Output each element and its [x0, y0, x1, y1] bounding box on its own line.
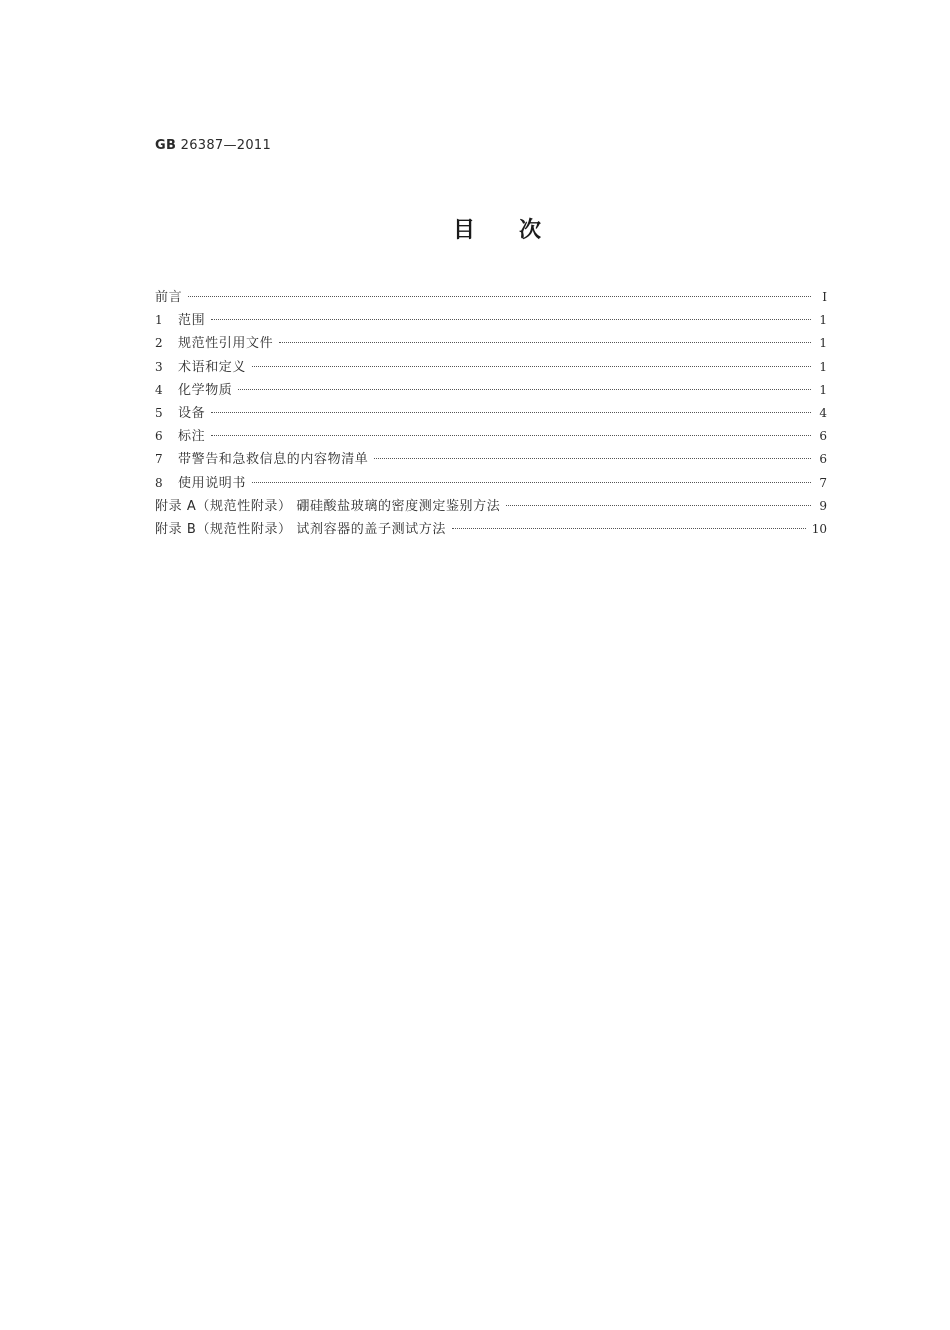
toc-entry-page: 1 — [819, 336, 827, 351]
toc-entry[interactable] — [155, 425, 827, 448]
toc-entry[interactable] — [155, 448, 827, 471]
toc-entry[interactable] — [155, 356, 827, 379]
toc-entry-page: 4 — [819, 405, 827, 420]
toc-entry[interactable] — [155, 332, 827, 355]
toc-dot-leader — [211, 319, 811, 320]
toc-dot-leader — [188, 296, 811, 297]
toc-entry-page: I — [822, 290, 827, 304]
toc-entry[interactable] — [155, 309, 827, 332]
toc-entry[interactable] — [155, 402, 827, 425]
toc-dot-leader — [211, 435, 811, 436]
toc-entry-label: 附录 B（规范性附录） 试剂容器的盖子测试方法 — [155, 521, 446, 537]
toc-entry-page: 6 — [819, 429, 827, 444]
toc-entry[interactable] — [155, 379, 827, 402]
toc-entry-page: 1 — [819, 313, 827, 328]
toc-entry-label: 附录 A（规范性附录） 硼硅酸盐玻璃的密度测定鉴别方法 — [155, 498, 501, 514]
toc-dot-leader — [252, 482, 811, 483]
toc-entry-page: 1 — [819, 382, 827, 397]
toc-entry-number: 6 — [155, 429, 163, 444]
toc-dot-leader — [279, 342, 811, 343]
toc-entry[interactable] — [155, 472, 827, 495]
standard-prefix: GB — [155, 138, 177, 153]
standard-number — [155, 138, 271, 153]
toc-dot-leader — [238, 389, 811, 390]
toc-entry-page: 1 — [819, 359, 827, 374]
toc-entry-page: 7 — [819, 475, 827, 490]
toc-entry-page: 10 — [811, 521, 827, 536]
toc-entry-label: 带警告和急救信息的内容物清单 — [178, 452, 369, 468]
toc-entry-label: 前言 — [155, 290, 183, 305]
toc-entry-number: 2 — [155, 336, 163, 351]
toc-entry-number: 1 — [155, 313, 163, 328]
toc-dot-leader — [452, 528, 806, 529]
page-title: 目次 — [452, 218, 585, 243]
toc-entry-label: 规范性引用文件 — [178, 336, 274, 352]
toc-entry-number: 5 — [155, 405, 163, 420]
toc-entry-label: 范围 — [178, 313, 206, 329]
toc-entry-page: 6 — [819, 452, 827, 467]
toc-entry-number: 3 — [155, 359, 163, 374]
standard-code: 26387—2011 — [180, 138, 272, 153]
toc-entry[interactable] — [155, 286, 827, 309]
toc-entry-label: 标注 — [178, 429, 206, 445]
toc-dot-leader — [252, 366, 811, 367]
toc-entry-label: 化学物质 — [178, 382, 233, 398]
toc-entry-label: 术语和定义 — [178, 359, 247, 375]
toc-entry-number: 7 — [155, 452, 163, 467]
toc-dot-leader — [374, 458, 811, 459]
toc-dot-leader — [211, 412, 811, 413]
toc-entry-page: 9 — [819, 498, 827, 513]
toc-entry-label: 设备 — [178, 405, 206, 421]
toc-entry-label: 使用说明书 — [178, 475, 247, 491]
toc-entry[interactable] — [155, 518, 827, 541]
toc-entry-number: 8 — [155, 475, 163, 490]
table-of-contents — [155, 286, 827, 541]
toc-entry-number: 4 — [155, 382, 163, 397]
toc-dot-leader — [506, 505, 811, 506]
toc-entry[interactable] — [155, 495, 827, 518]
